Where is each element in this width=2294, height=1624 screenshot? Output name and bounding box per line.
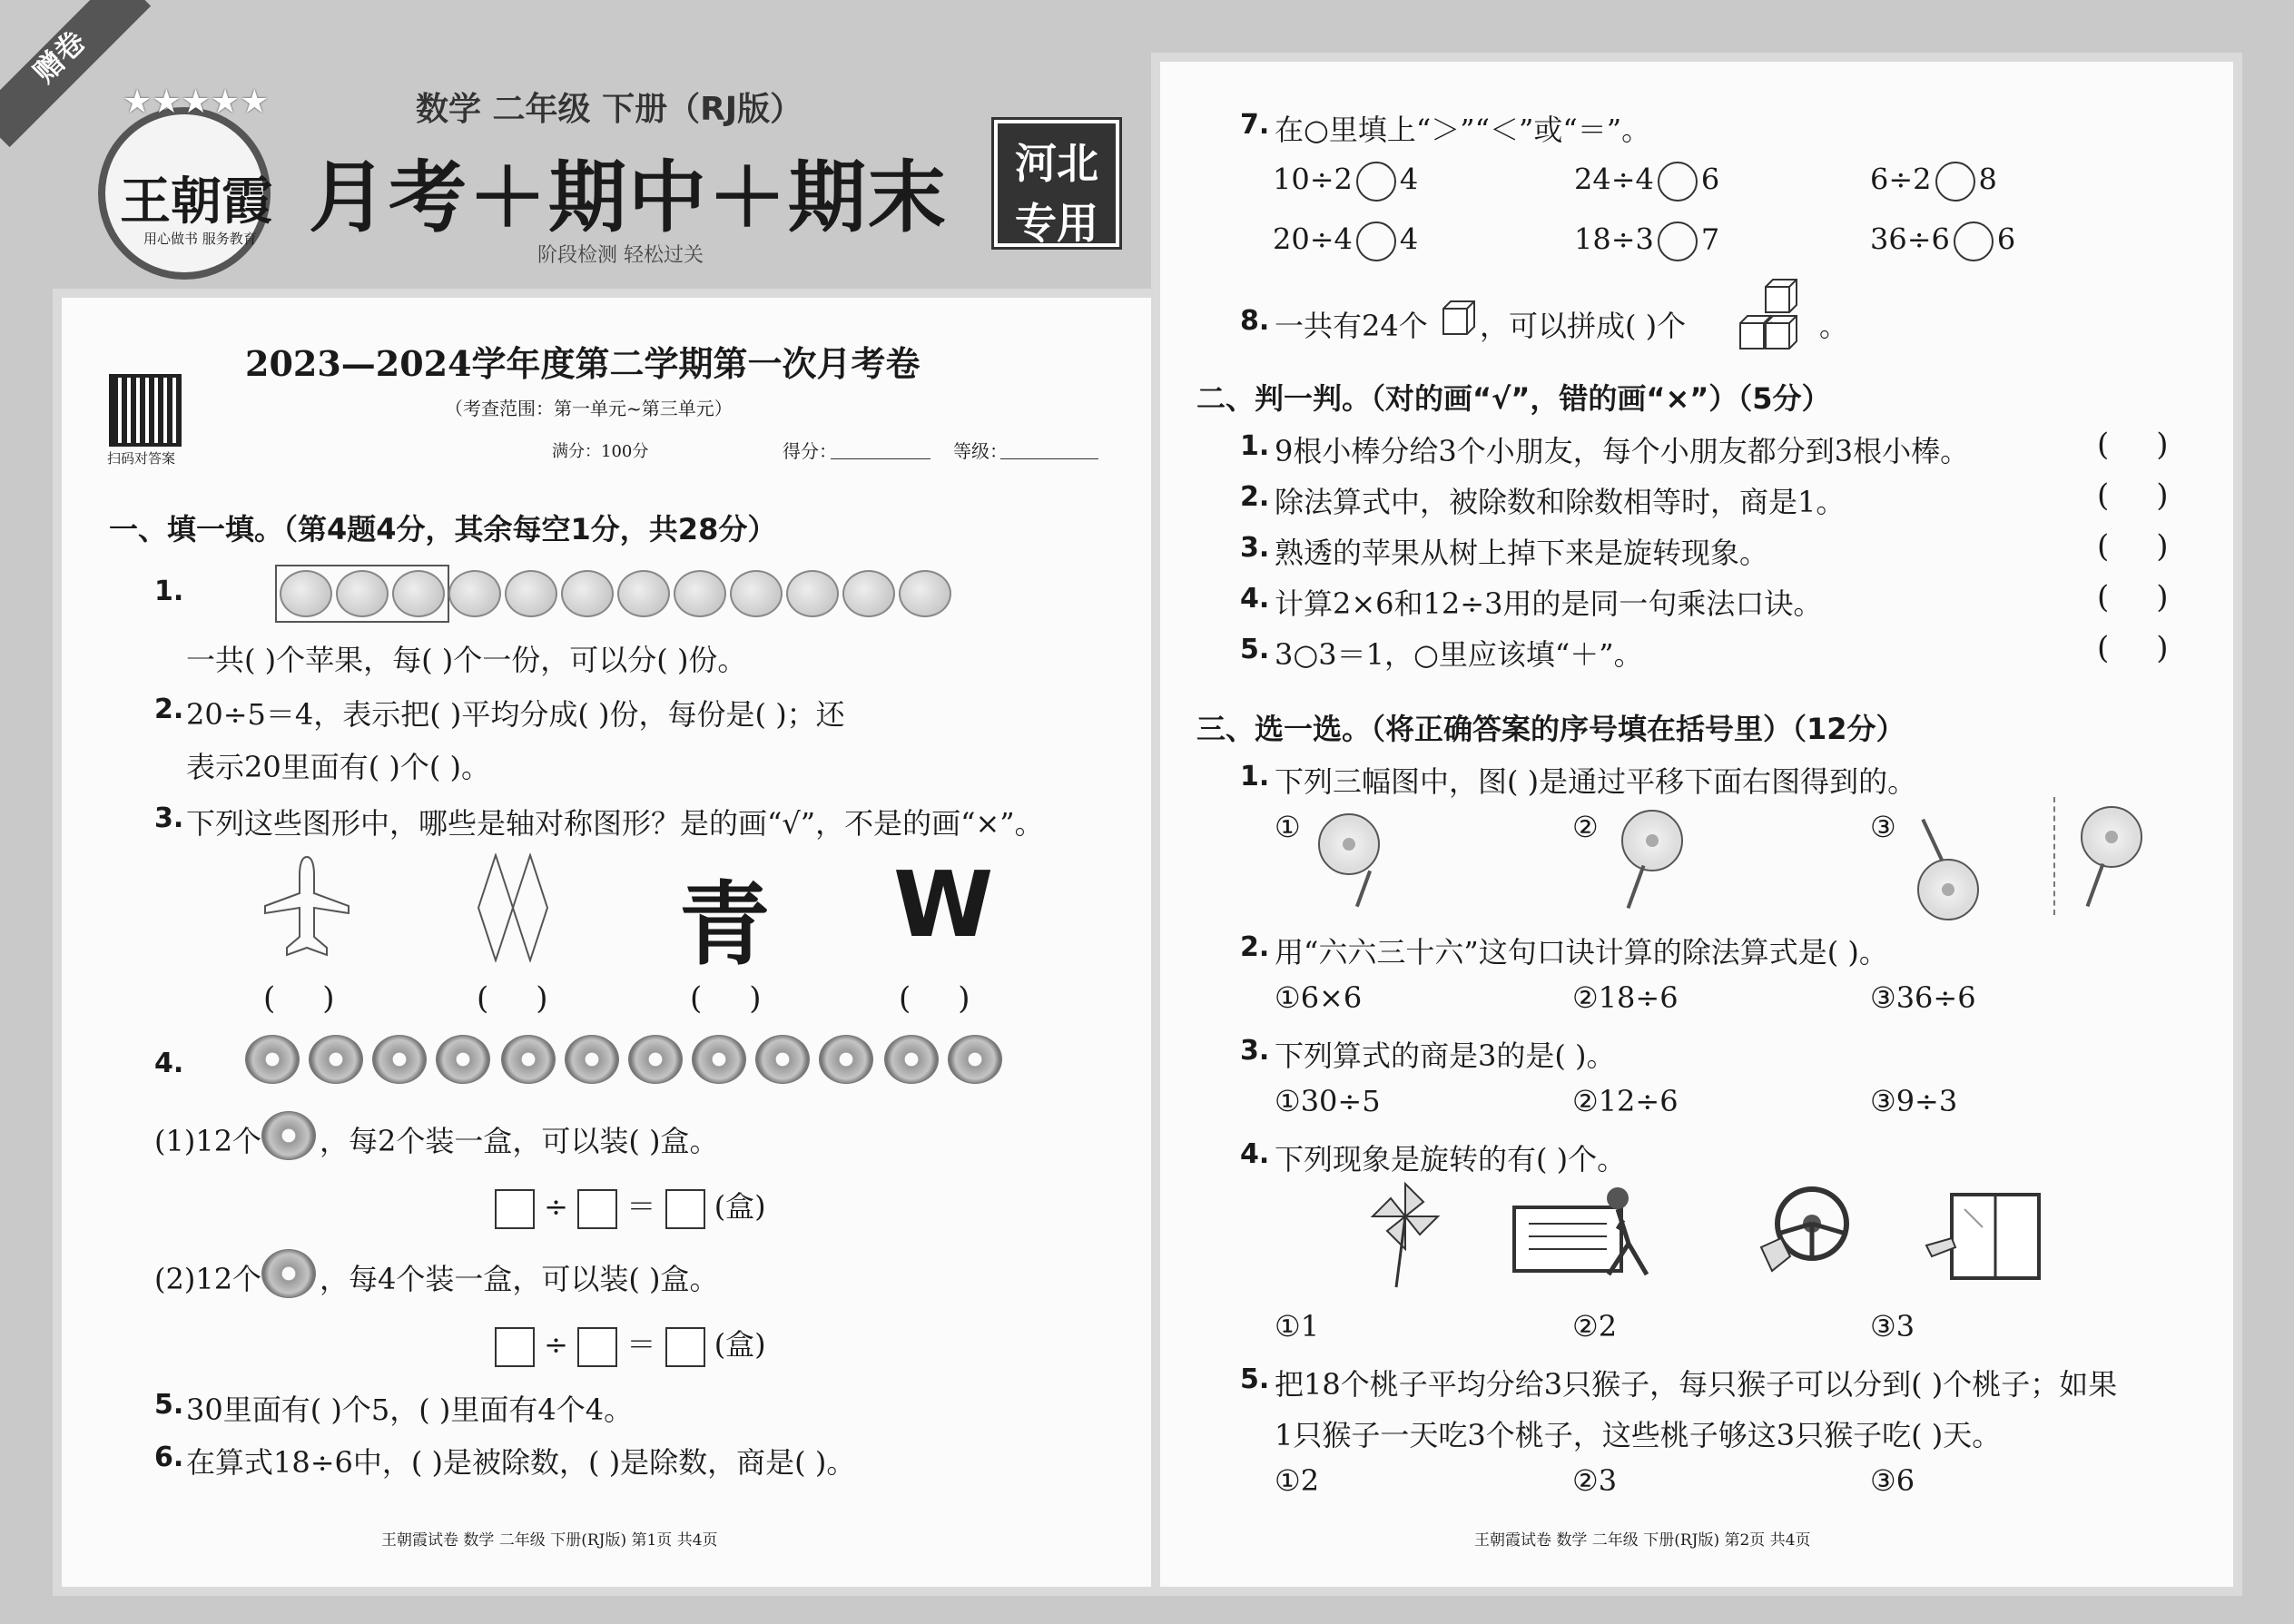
grade-blank[interactable] [1000, 458, 1098, 459]
q7-left: 6÷2 [1870, 162, 1932, 197]
q3-answer-paren-3[interactable]: () [690, 980, 809, 1017]
choice-2-opt-3[interactable]: ③36÷6 [1870, 980, 1976, 1015]
donut-10 [819, 1035, 873, 1084]
choice-3-number: 3. [1240, 1035, 1270, 1067]
choice-5-opt-3[interactable]: ③6 [1870, 1463, 1915, 1498]
apple-8 [674, 570, 726, 617]
q7-item-1[interactable] [1273, 162, 1418, 202]
q1-number: 1. [154, 576, 184, 607]
choice-1-opt-3[interactable]: ③ [1870, 810, 1896, 844]
judge-3-text: 熟透的苹果从树上掉下来是旋转现象。 [1275, 536, 1769, 570]
q2-number: 2. [154, 694, 184, 725]
choice-2-opt-1[interactable]: ①6×6 [1275, 980, 1363, 1015]
q3-text: 下列这些图形中，哪些是轴对称图形？是的画“√”，不是的画“×”。 [186, 806, 1044, 841]
apple-2 [336, 570, 389, 617]
q3-number: 3. [154, 802, 184, 834]
q4-part2-equation[interactable] [495, 1322, 766, 1367]
compare-circle[interactable] [1658, 162, 1698, 202]
compare-circle[interactable] [1356, 221, 1396, 261]
exam-title: 2023—2024学年度第二学期第一次月考卷 [245, 343, 921, 384]
q7-right: 6 [1996, 221, 2016, 257]
subject-line: 数学 二年级 下册（RJ版） [416, 91, 803, 128]
choice-5-line-2: 1只猴子一天吃3个桃子，这些桃子够这3只猴子吃( )天。 [1275, 1418, 2002, 1452]
apple-3 [392, 570, 445, 617]
slogan: 阶段检测 轻松过关 [537, 244, 704, 267]
q8-prefix: 一共有24个 [1275, 309, 1428, 343]
equation-box[interactable] [495, 1189, 535, 1229]
choice-5-opt-1[interactable]: ①2 [1275, 1463, 1320, 1498]
small-cube-icon [1442, 300, 1476, 336]
logo-sub: 用心做书 服务教育 [143, 231, 257, 247]
q4-part1-prefix: (1)12个 [154, 1124, 262, 1158]
apple-12 [899, 570, 951, 617]
apple-7 [617, 570, 670, 617]
choice-2-number: 2. [1240, 931, 1270, 963]
divide-sign: ÷ [544, 1327, 568, 1362]
flower-option-2 [1621, 810, 1683, 871]
steering-wheel-image [1754, 1184, 1863, 1275]
compare-circle[interactable] [1954, 221, 1994, 261]
choice-4-opt-3[interactable]: ③3 [1870, 1309, 1915, 1343]
q7-left: 10÷2 [1273, 162, 1353, 197]
exam-scope: （考查范围：第一单元~第三单元） [445, 398, 733, 419]
q3-char-w: W [893, 851, 994, 958]
logo-text: 王朝霞 [120, 172, 272, 231]
judge-1-text: 9根小棒分给3个小朋友，每个小朋友都分到3根小棒。 [1275, 434, 1970, 468]
q3-answer-paren-2[interactable]: () [477, 980, 596, 1017]
equation-box[interactable] [665, 1189, 705, 1229]
qr-code[interactable] [109, 374, 182, 447]
choice-3-text: 下列算式的商是3的是( )。 [1275, 1038, 1616, 1073]
choice-5-line-1: 把18个桃子平均分给3只猴子，每只猴子可以分到( )个桃子；如果 [1275, 1367, 2118, 1402]
score-blank[interactable] [831, 458, 930, 459]
judge-2-text: 除法算式中，被除数和除数相等时，商是1。 [1275, 485, 1846, 519]
choice-1-opt-1[interactable]: ① [1275, 810, 1301, 844]
equation-box[interactable] [665, 1327, 705, 1367]
airplane-shape [263, 853, 350, 962]
q2-line-1[interactable]: 20÷5＝4，表示把( )平均分成( )份，每份是( )；还 [186, 697, 845, 732]
choice-4-opt-2[interactable]: ②2 [1572, 1309, 1618, 1343]
apple-6 [561, 570, 614, 617]
q8-suffix: 。 [1819, 309, 1849, 343]
compare-circle[interactable] [1658, 221, 1698, 261]
q1-text[interactable]: 一共( )个苹果，每( )个一份，可以分( )份。 [186, 643, 747, 677]
q6-text[interactable]: 在算式18÷6中，( )是被除数，( )是除数，商是( )。 [186, 1445, 856, 1480]
donut-12 [948, 1035, 1002, 1084]
q3-answer-paren-1[interactable]: () [263, 980, 382, 1017]
flower-option-3 [1917, 859, 1979, 920]
qr-caption: 扫码对答案 [107, 450, 176, 467]
big-cube-icon [1738, 278, 1818, 358]
badge-line-2: 专用 [1015, 199, 1098, 248]
q7-item-5[interactable] [1574, 221, 1719, 261]
judge-1-answer[interactable]: () [2097, 427, 2216, 463]
flower-reference [2081, 806, 2142, 868]
choice-3-opt-2[interactable]: ②12÷6 [1572, 1084, 1679, 1118]
donut-8 [692, 1035, 746, 1084]
judge-2-answer[interactable]: () [2097, 477, 2216, 514]
choice-5-opt-2[interactable]: ②3 [1572, 1463, 1618, 1498]
q2-line-2[interactable]: 表示20里面有( )个( )。 [186, 750, 491, 784]
choice-3-opt-3[interactable]: ③9÷3 [1870, 1084, 1958, 1118]
equals-sign: ＝ [626, 1327, 656, 1362]
apple-10 [786, 570, 839, 617]
choice-1-number: 1. [1240, 761, 1270, 792]
push-box-image [1511, 1184, 1692, 1284]
q8-middle[interactable]: ，可以拼成( )个 [1480, 309, 1687, 343]
q8-number: 8. [1240, 305, 1270, 337]
unit-box: (盒) [714, 1189, 766, 1224]
gift-label: 赠卷 [26, 24, 93, 90]
q4-part2-prefix: (2)12个 [154, 1262, 262, 1296]
equation-box[interactable] [577, 1189, 617, 1229]
judge-4-text: 计算2×6和12÷3用的是同一句乘法口诀。 [1275, 586, 1823, 621]
q7-text: 在○里填上“＞”“＜”或“＝”。 [1275, 113, 1651, 147]
q7-number: 7. [1240, 109, 1270, 141]
apple-11 [842, 570, 895, 617]
flower-divider [2053, 797, 2055, 915]
q4-part2-text[interactable]: ，每4个装一盒，可以装( )盒。 [320, 1262, 719, 1296]
q3-answer-paren-4[interactable]: () [899, 980, 1018, 1017]
page-2-footer: 王朝霞试卷 数学 二年级 下册(RJ版) 第2页 共4页 [1474, 1531, 1811, 1550]
donut-inline-2 [261, 1249, 316, 1298]
donut-5 [501, 1035, 556, 1084]
score-label: 得分： [783, 440, 837, 462]
grade-label: 等级： [953, 440, 1008, 462]
choice-2-text: 用“六六三十六”这句口诀计算的除法算式是( )。 [1275, 935, 1888, 969]
q7-left: 18÷3 [1574, 221, 1654, 257]
judge-5-text: 3○3＝1，○里应该填“＋”。 [1275, 637, 1643, 672]
judge-1-number: 1. [1240, 430, 1270, 462]
q7-right: 8 [1978, 162, 1997, 197]
q3-char-qing: 青 [679, 871, 770, 978]
judge-2-number: 2. [1240, 481, 1270, 513]
choice-1-opt-2[interactable]: ② [1572, 810, 1599, 844]
donut-9 [755, 1035, 810, 1084]
q7-right: 7 [1700, 221, 1720, 257]
double-diamond-shape [477, 853, 549, 962]
judge-5-answer[interactable]: () [2097, 630, 2216, 666]
judge-4-number: 4. [1240, 583, 1270, 615]
choice-4-number: 4. [1240, 1138, 1270, 1170]
section-3-heading: 三、选一选。（将正确答案的序号填在括号里）（12分） [1196, 712, 1905, 746]
judge-5-number: 5. [1240, 634, 1270, 665]
badge-line-1: 河北 [1015, 139, 1098, 188]
apple-1 [280, 570, 332, 617]
logo-stars: ★★★★★ [123, 84, 270, 121]
judge-3-answer[interactable]: () [2097, 528, 2216, 565]
donut-inline-1 [261, 1111, 316, 1160]
donut-11 [884, 1035, 939, 1084]
q7-right: 4 [1399, 162, 1419, 197]
compare-circle[interactable] [1935, 162, 1975, 202]
choice-4-opt-1[interactable]: ①1 [1275, 1309, 1320, 1343]
apple-9 [730, 570, 783, 617]
equals-sign: ＝ [626, 1189, 656, 1224]
q5-text[interactable]: 30里面有( )个5，( )里面有4个4。 [186, 1393, 634, 1427]
judge-3-number: 3. [1240, 532, 1270, 564]
page-1-footer: 王朝霞试卷 数学 二年级 下册(RJ版) 第1页 共4页 [381, 1531, 718, 1550]
choice-1-text: 下列三幅图中，图( )是通过平移下面右图得到的。 [1275, 764, 1917, 799]
donut-7 [628, 1035, 683, 1084]
q7-left: 36÷6 [1870, 221, 1950, 257]
q4-number: 4. [154, 1048, 184, 1079]
compare-circle[interactable] [1356, 162, 1396, 202]
equation-box[interactable] [495, 1327, 535, 1367]
donut-6 [565, 1035, 619, 1084]
q7-item-6[interactable] [1870, 221, 2015, 261]
q7-item-3[interactable] [1870, 162, 1997, 202]
full-score: 满分：100分 [552, 442, 649, 461]
choice-3-opt-1[interactable]: ①30÷5 [1275, 1084, 1381, 1118]
q7-left: 24÷4 [1574, 162, 1654, 197]
apple-4 [448, 570, 501, 617]
unit-box: (盒) [714, 1327, 766, 1362]
q7-right: 4 [1399, 221, 1419, 257]
donut-4 [436, 1035, 490, 1084]
q4-part1-equation[interactable] [495, 1184, 766, 1229]
divide-sign: ÷ [544, 1189, 568, 1224]
q7-item-2[interactable] [1574, 162, 1719, 202]
choice-2-opt-2[interactable]: ②18÷6 [1572, 980, 1679, 1015]
donut-1 [245, 1035, 300, 1084]
donut-2 [309, 1035, 363, 1084]
pinwheel-image [1369, 1180, 1442, 1289]
region-badge [994, 120, 1119, 247]
section-1-heading: 一、填一填。（第4题4分，其余每空1分，共28分） [109, 512, 777, 546]
donut-3 [372, 1035, 427, 1084]
main-title: 月考＋期中＋期末 [309, 152, 948, 243]
choice-4-text: 下列现象是旋转的有( )个。 [1275, 1142, 1627, 1176]
apple-5 [505, 570, 557, 617]
section-2-heading: 二、判一判。（对的画“√”，错的画“×”）（5分） [1196, 381, 1831, 416]
choice-5-number: 5. [1240, 1363, 1270, 1395]
q5-number: 5. [154, 1389, 184, 1421]
equation-box[interactable] [577, 1327, 617, 1367]
window-image [1925, 1191, 2043, 1282]
q4-part1-text[interactable]: ，每2个装一盒，可以装( )盒。 [320, 1124, 719, 1158]
flower-option-1 [1318, 813, 1380, 875]
q7-right: 6 [1700, 162, 1720, 197]
q7-left: 20÷4 [1273, 221, 1353, 257]
q7-item-4[interactable] [1273, 221, 1418, 261]
q6-number: 6. [154, 1442, 184, 1473]
judge-4-answer[interactable]: () [2097, 579, 2216, 615]
